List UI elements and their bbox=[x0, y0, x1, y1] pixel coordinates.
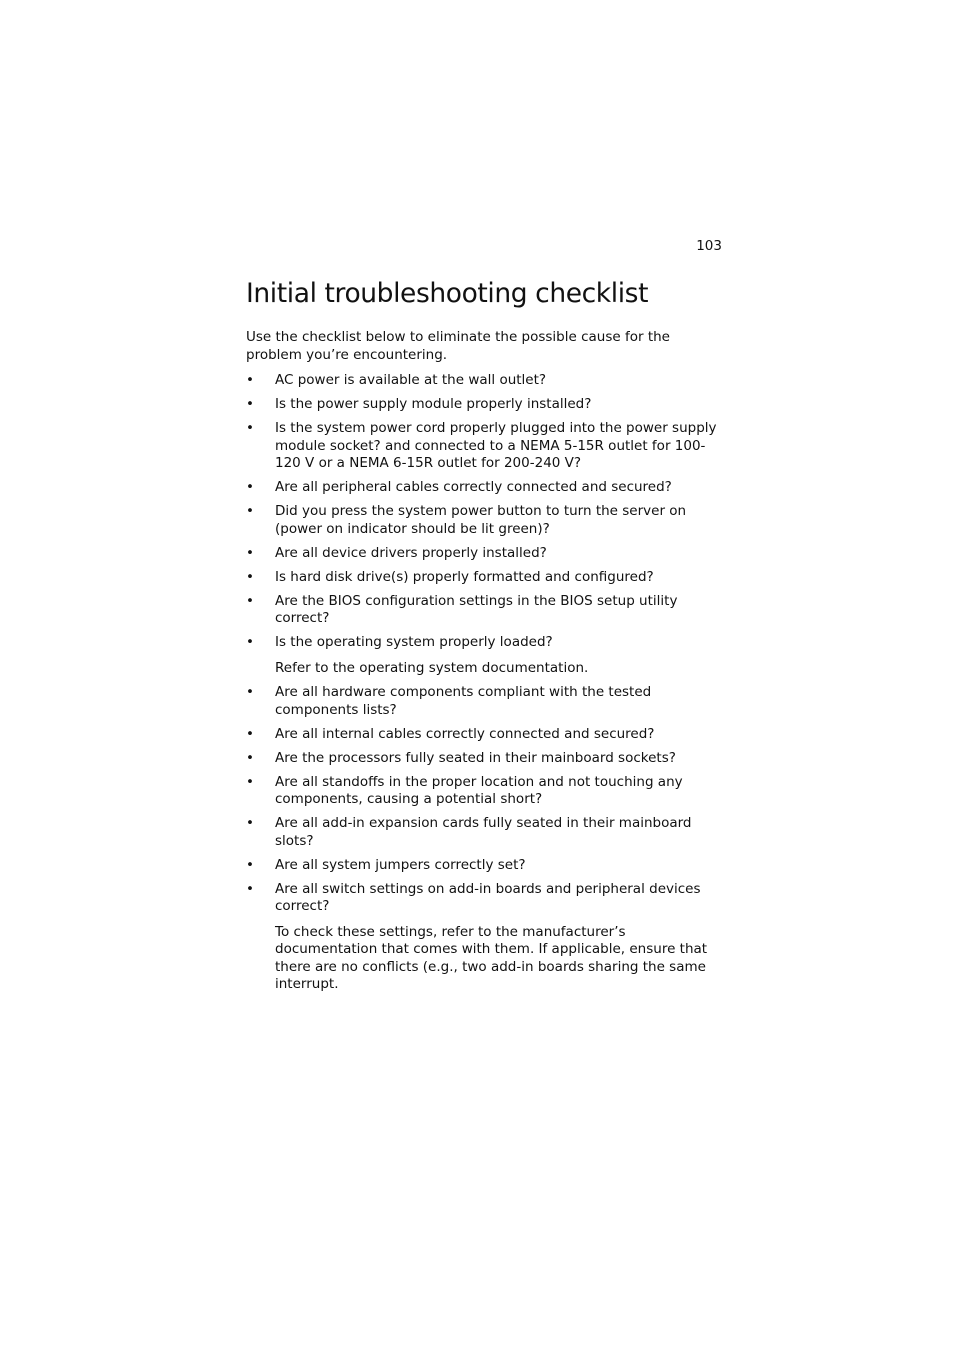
bullet-icon: • bbox=[246, 372, 254, 388]
bullet-icon: • bbox=[246, 725, 254, 742]
checklist-item bbox=[246, 857, 724, 875]
bullet-icon: • bbox=[246, 684, 254, 700]
checklist-item bbox=[246, 750, 724, 768]
checklist-item-text: Is the power supply module properly installed? bbox=[275, 396, 592, 412]
checklist-item-text: Are the BIOS configuration settings in the BIOS setup utility correct? bbox=[275, 592, 678, 626]
checklist-item-text: Are all peripheral cables correctly connected and secured? bbox=[275, 479, 672, 495]
checklist-item-text: Are all device drivers properly installed? bbox=[275, 544, 547, 561]
page-title: Initial troubleshooting checklist bbox=[246, 278, 649, 309]
checklist-item-text: AC power is available at the wall outlet? bbox=[275, 372, 547, 388]
bullet-icon: • bbox=[246, 749, 254, 766]
bullet-icon: • bbox=[246, 592, 254, 609]
checklist-item-note: Refer to the operating system documentation. bbox=[275, 660, 589, 676]
checklist-item-note: To check these settings, refer to the manufacturer’s documentation that comes with them. If applicable, ensure that there are no conflicts (e.g., two add-in boards sharing the same interrupt. bbox=[275, 923, 708, 992]
bullet-icon: • bbox=[246, 544, 254, 561]
checklist-item-text: Are all internal cables correctly connected and secured? bbox=[275, 725, 655, 742]
bullet-icon: • bbox=[246, 815, 254, 831]
checklist-item bbox=[246, 545, 724, 563]
checklist-item-text: Is hard disk drive(s) properly formatted and configured? bbox=[275, 568, 654, 585]
intro-paragraph: Use the checklist below to eliminate the possible cause for the problem you’re encountering. bbox=[246, 329, 670, 363]
bullet-icon: • bbox=[246, 396, 254, 412]
checklist-item bbox=[246, 569, 724, 587]
bullet-icon: • bbox=[246, 479, 254, 495]
checklist-item-text: Is the operating system properly loaded? bbox=[275, 634, 553, 650]
checklist-item bbox=[246, 479, 724, 497]
troubleshooting-checklist bbox=[246, 372, 724, 994]
checklist-item bbox=[246, 396, 724, 414]
bullet-icon: • bbox=[246, 880, 254, 897]
bullet-icon: • bbox=[246, 773, 254, 790]
checklist-item bbox=[246, 372, 724, 390]
checklist-item-text: Is the system power cord properly plugged into the power supply module socket? and connected to a NEMA 5-15R outlet for 100-120 V or a NEMA 6-15R outlet for 200-240 V? bbox=[275, 420, 717, 471]
checklist-item-text: Are all add-in expansion cards fully seated in their mainboard slots? bbox=[275, 815, 692, 849]
checklist-item-text: Are all system jumpers correctly set? bbox=[275, 856, 526, 873]
checklist-item bbox=[246, 774, 724, 809]
checklist-item-text: Did you press the system power button to turn the server on (power on indicator should be lit green)? bbox=[275, 503, 687, 537]
page-number: 103 bbox=[696, 238, 722, 254]
checklist-item-text: Are all standoffs in the proper location and not touching any components, causing a potential short? bbox=[275, 773, 683, 807]
checklist-item bbox=[246, 815, 724, 850]
checklist-item bbox=[246, 684, 724, 719]
bullet-icon: • bbox=[246, 503, 254, 519]
bullet-icon: • bbox=[246, 634, 254, 650]
checklist-item-text: Are the processors fully seated in their mainboard sockets? bbox=[275, 749, 676, 766]
checklist-item bbox=[246, 726, 724, 744]
checklist-item bbox=[246, 634, 724, 678]
checklist-item bbox=[246, 881, 724, 994]
checklist-item-text: Are all switch settings on add-in boards and peripheral devices correct? bbox=[275, 880, 701, 914]
bullet-icon: • bbox=[246, 420, 254, 436]
bullet-icon: • bbox=[246, 856, 254, 873]
checklist-item-text: Are all hardware components compliant with the tested components lists? bbox=[275, 684, 652, 718]
document-body bbox=[246, 276, 724, 1000]
checklist-item bbox=[246, 503, 724, 538]
checklist-item bbox=[246, 593, 724, 628]
checklist-item bbox=[246, 420, 724, 473]
bullet-icon: • bbox=[246, 568, 254, 585]
